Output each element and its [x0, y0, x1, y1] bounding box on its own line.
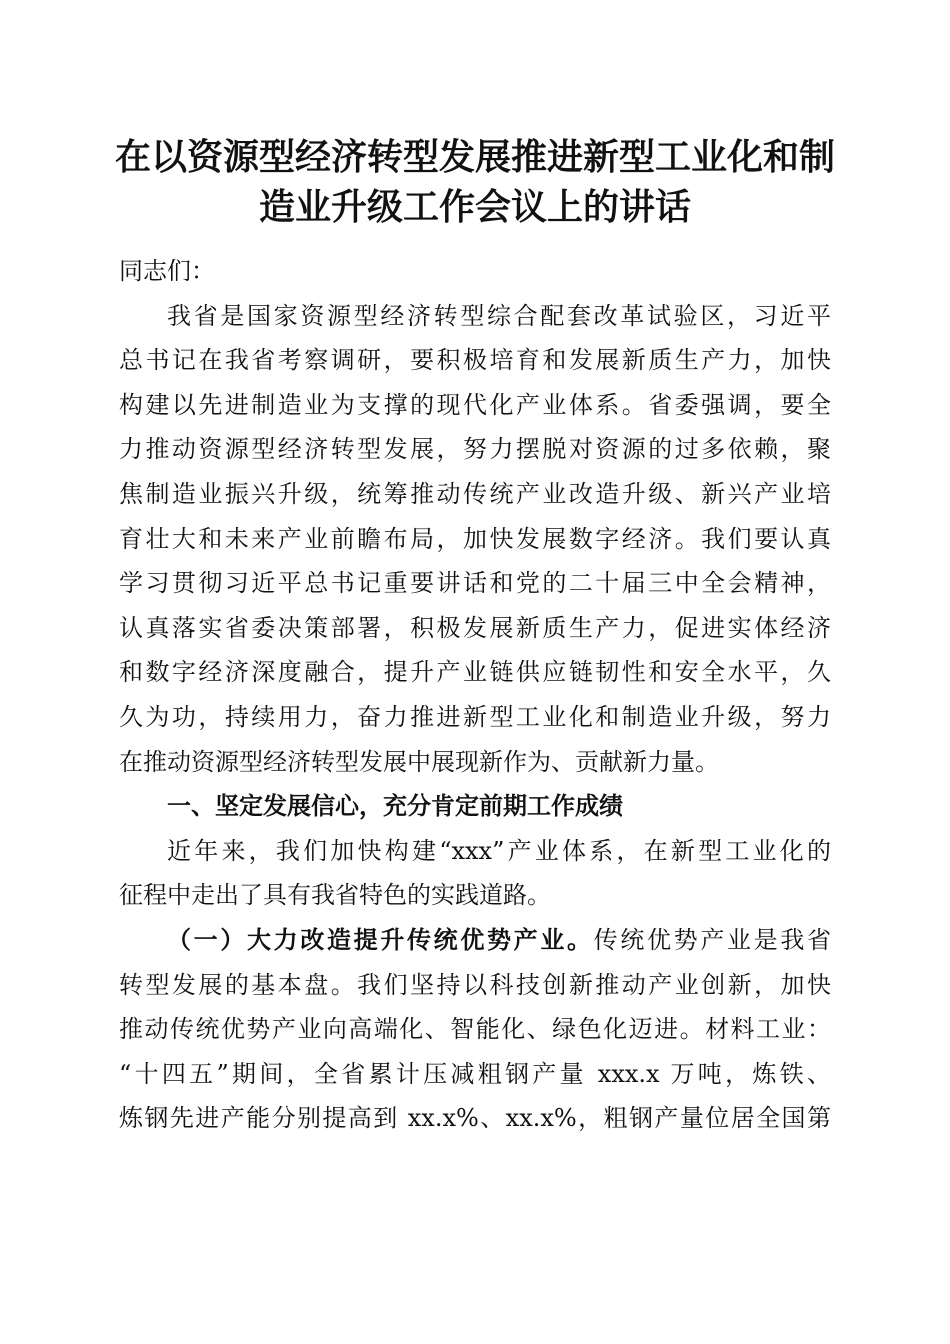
- paragraph-line: 力推动资源型经济转型发展，努力摆脱对资源的过多依赖，聚: [119, 435, 831, 464]
- paragraph-line: 近年来，我们加快构建“xxx”产业体系，在新型工业化的: [167, 836, 831, 865]
- title-line-1: 在以资源型经济转型发展推进新型工业化和制: [114, 136, 835, 178]
- title-line-2: 造业升级工作会议上的讲话: [258, 186, 691, 228]
- paragraph-line: 学习贯彻习近平总书记重要讲话和党的二十届三中全会精神，: [119, 569, 831, 598]
- paragraph-line: 炼钢先进产能分别提高到 xx.x%、xx.x%，粗钢产量位居全国第: [119, 1104, 831, 1133]
- subsection-text: 传统优势产业是我省: [593, 925, 832, 954]
- salutation: 同志们：: [119, 257, 215, 285]
- paragraph-overview: [119, 829, 831, 918]
- paragraph-line: 认真落实省委决策部署，积极发展新质生产力，促进实体经济: [119, 613, 831, 642]
- paragraph-line: 我省是国家资源型经济转型综合配套改革试验区，习近平: [167, 301, 831, 330]
- paragraph-line: 久为功，持续用力，奋力推进新型工业化和制造业升级，努力: [119, 702, 831, 731]
- paragraph-line: 在推动资源型经济转型发展中展现新作为、贡献新力量。: [119, 747, 719, 776]
- document-title: [100, 132, 850, 232]
- paragraph-line: 转型发展的基本盘。我们坚持以科技创新推动产业创新，加快: [119, 970, 831, 999]
- paragraph-line: 构建以先进制造业为支撑的现代化产业体系。省委强调，要全: [119, 390, 831, 419]
- paragraph-line: 和数字经济深度融合，提升产业链供应链韧性和安全水平，久: [119, 658, 831, 687]
- subsection-title: （一）大力改造提升传统优势产业。: [167, 924, 594, 954]
- paragraph-line: “十四五”期间，全省累计压减粗钢产量 xxx.x 万吨，炼铁、: [119, 1059, 831, 1088]
- document-body: [119, 249, 831, 1141]
- paragraph-line: 焦制造业振兴升级，统筹推动传统产业改造升级、新兴产业培: [119, 479, 831, 508]
- paragraph-line: 总书记在我省考察调研，要积极培育和发展新质生产力，加快: [119, 346, 831, 375]
- paragraph-line: 育壮大和未来产业前瞻布局，加快发展数字经济。我们要认真: [119, 524, 831, 553]
- paragraph-intro: [119, 294, 831, 785]
- paragraph-line: [119, 918, 831, 963]
- paragraph-line: 推动传统优势产业向高端化、智能化、绿色化迈进。材料工业：: [119, 1015, 831, 1044]
- section-heading-1: 一、坚定发展信心，充分肯定前期工作成绩: [167, 792, 623, 821]
- paragraph-line: 征程中走出了具有我省特色的实践道路。: [119, 881, 551, 910]
- paragraph-traditional-industry: [119, 918, 831, 1141]
